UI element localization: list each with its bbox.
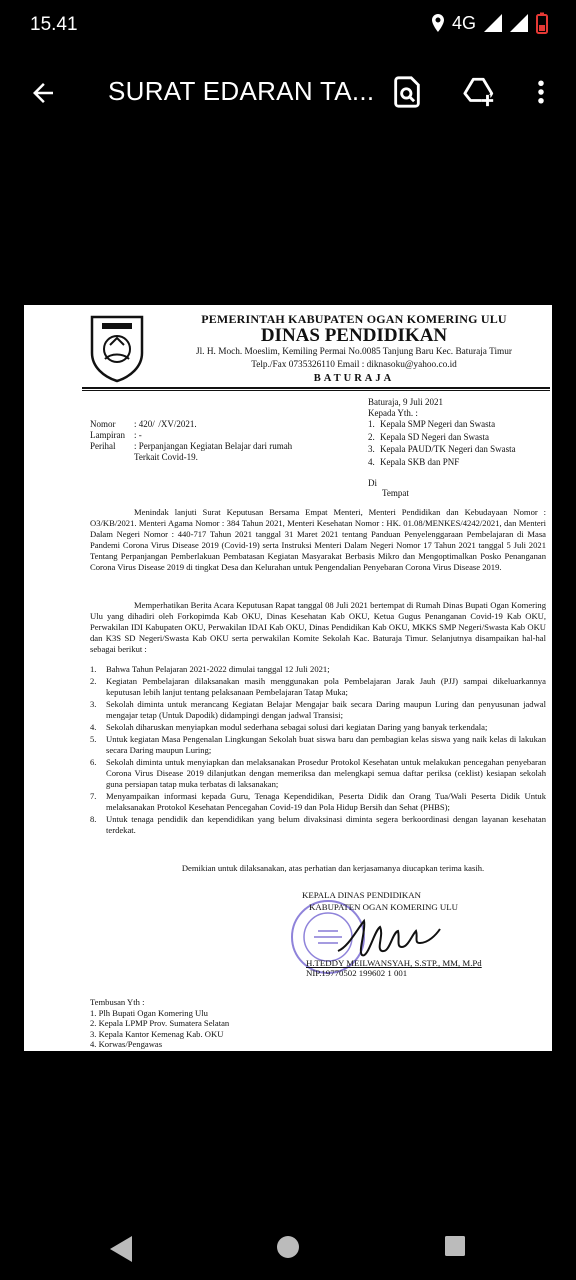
letter-date: Baturaja, 9 Juli 2021 [368,397,443,407]
battery-icon [536,12,548,34]
paragraph-2: Memperhatikan Berita Acara Keputusan Rapat tanggal 08 Juli 2021 bertempat di Rumah Dinas Bupati Ogan Komering Ulu yang dihadiri oleh Forkopimda Kab OKU, Dinas Kesehatan Kab OKU, Ketua Gugus Penanganan Covid-19 Kab OKU, Perwakilan IDI Kabupaten OKU, Perwakilan IDAI Kab OKU, Dinas Pendidikan Kab OKU, MKKS SMP Negeri/Swasta Kab OKU dan K3S SD Negeri/Swasta Kab OKU serta perwakilan Komite Sekolah Kac. Baturaja Timur. Selanjutnya disampaikan hal-hal sebagai berikut : [90,600,546,654]
network-type-label: 4G [451,12,476,33]
search-document-icon[interactable] [390,75,424,109]
nomor-label: Nomor [90,419,116,429]
status-time: 15.41 [30,14,78,35]
nav-recents-icon[interactable] [445,1236,465,1256]
list-item: 1. Bahwa Tahun Pelajaran 2021-2022 dimulai tanggal 12 Juli 2021; [90,664,330,674]
letterhead [24,305,552,387]
document-page [24,305,552,1051]
list-item: 5. Untuk kegiatan Masa Pengenalan Lingkungan Sekolah buat siswa baru dan pembagian kelas siswa yang naik kelas di lakukan secara Daring maupun Luring; [90,734,546,755]
carbon-copy-list [90,1008,229,1050]
carbon-copy-label: Tembusan Yth : [90,997,145,1007]
list-item: 4. Sekolah diharuskan menyiapkan modul sederhana sebagai solusi dari kegiatan Daring yang banyak terkendala; [90,722,488,732]
lampiran-label: Lampiran [90,430,125,440]
more-vert-icon[interactable] [526,75,556,109]
letterhead-divider [82,387,550,389]
list-item: 2. Kepala LPMP Prov. Sumatera Selatan [90,1018,230,1028]
list-item: 1. Plh Bupati Ogan Komering Ulu [90,1007,208,1018]
perihal-label: Perihal [90,441,116,451]
status-bar [0,0,576,50]
nomor-value: : 420/ /XV/2021. [134,419,197,429]
letterhead-contact: Telp./Fax 0735326110 Email : diknasoku@yahoo.co.id [251,360,457,370]
lampiran-value: : - [134,430,142,440]
app-bar [0,58,576,126]
instruction-list [90,664,546,837]
nav-back-icon[interactable] [110,1236,132,1262]
list-item: 3. Kepala PAUD/TK Negeri dan Swasta [368,444,516,454]
list-item: 3. Kepala Kantor Kemenag Kab. OKU [90,1028,224,1039]
list-item: 7. Menyampaikan informasi kepada Guru, Tenaga Kependidikan, Peserta Didik dan Orang Tua/Wali Peserta Didik Untuk melaksanakan Protokol Kesehatan Pencegahan Covid-19 dan Pola Hidup Bersih dan Sehat (PHBS); [90,791,546,812]
add-to-drive-icon[interactable] [462,75,496,109]
list-item: 6. Sekolah diminta untuk menyiapkan dan melaksanakan Prosedur Protokol Kesehatan untuk melakukan pencegahan penyebaran Corona Virus Disease 2019 dilanjutkan dengan memeriksa dan melengkapi semua daftar periksa (ceklist) kesiapan sekolah guna persiapan tatap muka terbatas di laksanakan; [90,757,546,789]
perihal-value: : Perpanjangan Kegiatan Belajar dari rumah Terkait Covid-19. [134,441,293,462]
letterhead-agency: DINAS PENDIDIKAN [260,325,448,346]
location-icon [432,14,444,32]
letter-meta [90,419,314,463]
list-item: 4. Korwas/Pengawas [90,1039,163,1049]
signatory-title-2: KABUPATEN OGAN KOMERING ULU [309,902,458,912]
list-item: 3. Sekolah diminta untuk merancang Kegiatan Belajar Mengajar baik secara Daring maupun Luring dan penyusunan jadwal mengajar tetap (Untuk Dapodik) didampingi dengan jadwal Transisi; [90,699,546,720]
list-item: 1. Kepala SMP Negeri dan Swasta [368,419,496,429]
recipient-list [368,419,548,469]
signal-icon [484,14,502,32]
letterhead-divider-thin [82,390,550,391]
status-icons [432,12,548,34]
paragraph-1: Menindak lanjuti Surat Keputusan Bersama Empat Menteri, Menteri Pendidikan dan Kebudayaan Nomor : O3/KB/2021. Menteri Agama Nomor : 384 Tahun 2021, Menteri Kesehatan Nomor : HK. 01.08/MENKES/4242/2021, dan Menteri Dalam Negeri Nomor : 440-717 Tahun 2021 tanggal 31 Maret 2021 tentang Panduan Penyelenggaraan Pembelajaran di Masa Pandemi Corona Virus Disease 2019 (Covid-19) serta Instruksi Menteri Dalam Negeri Nomor 17 Tahun 2021 tanggal 5 Juli 2021 Tentang Perpanjangan Pemberlakuan Pembatasan Kegiatan Masyarakat Berbasis Mikro dan Mengoptimalkan Posko Penanganan Corona Virus Disease 2019 di tingkat Desa dan Kelurahan untuk Pengendalian Penyebaran Corona Virus Disease 2019. [90,507,546,572]
recipient-label: Kepada Yth. : [368,408,418,418]
signatory-nip: NIP.19770502 199602 1 001 [306,968,408,978]
list-item: 8. Untuk tenaga pendidik dan kependidikan yang belum divaksinasi diminta segera berkoordinasi dengan layanan kesehatan terdekat. [90,814,546,835]
letterhead-address: Jl. H. Moch. Moeslim, Kemiling Permai No.0085 Tanjung Baru Kec. Baturaja Timur [195,347,513,357]
recipient-di: Di [368,478,377,488]
signatory-name: H.TEDDY MEILWANSYAH, S.STP., MM, M.Pd [306,958,482,968]
document-title: SURAT EDARAN TA... [108,76,375,106]
navigation-bar [0,1210,576,1280]
list-item: 2. Kegiatan Pembelajaran dilaksanakan masih menggunakan pola Pembelajaran Jarak Jauh (PJJ) sampai dikeluarkannya keputusan lebih lanjut tentang pelaksanaan Pembelajaran Tatap Muka; [90,676,546,697]
letterhead-city: BATURAJA [313,373,395,384]
list-item: 2. Kepala SD Negeri dan Swasta [368,431,489,442]
closing-statement: Demikian untuk dilaksanakan, atas perhatian dan kerjasamanya diucapkan terima kasih. [181,863,485,873]
signatory-title-1: KEPALA DINAS PENDIDIKAN [302,890,421,900]
nav-home-icon[interactable] [277,1236,299,1258]
list-item: 4. Kepala SKB dan PNF [368,456,460,467]
recipient-tempat: Tempat [382,488,409,498]
carbon-copy [90,997,229,1050]
back-arrow-icon[interactable] [28,78,58,108]
letterhead-government: PEMERINTAH KABUPATEN OGAN KOMERING ULU [201,312,507,326]
signal-icon-2 [510,14,528,32]
oku-regency-emblem-icon [88,313,146,383]
